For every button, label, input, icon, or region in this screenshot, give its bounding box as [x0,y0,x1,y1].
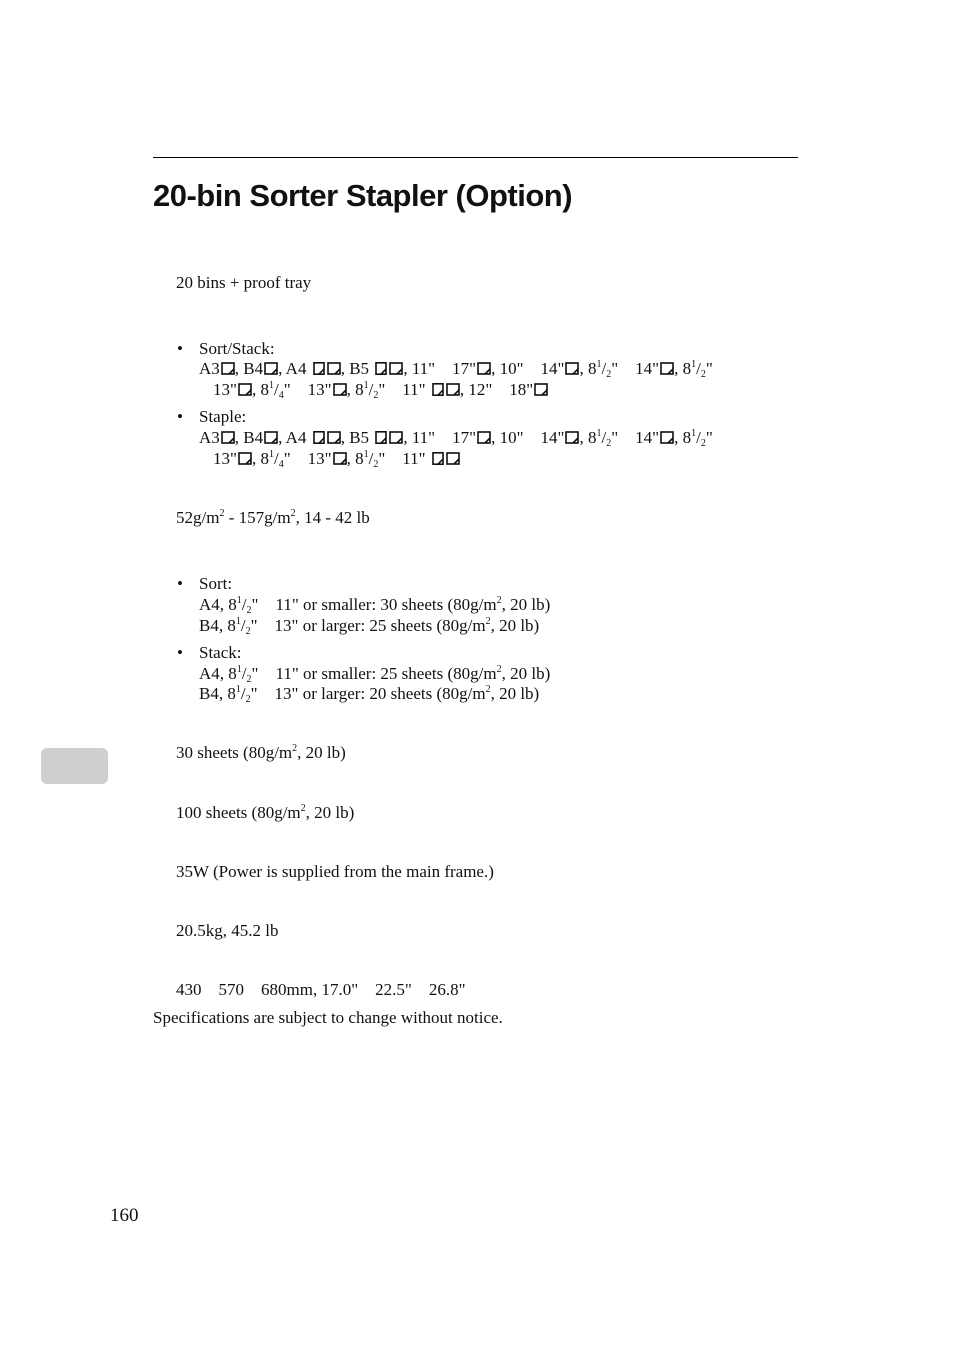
sort-stack-sizes-line1: A3 , B4 , A4 , B5 , 11" 17" , 10" 14" , $8^1/_2$" 14" , $8^1/_2$" [199,359,713,380]
paper-landscape-icon [534,383,548,396]
footer-note: Specifications are subject to change without notice. [153,1008,503,1027]
dimensions-value: 430 570 680mm, 17.0" 22.5" 26.8" [176,980,466,999]
weight-value: 20.5kg, 45.2 lb [176,921,279,940]
sort-stack-sizes-line2: 13" , $8^1/_4$" 13" , $8^1/_2$" 11" , 12" 18" [213,380,548,400]
paper-landscape-icon [221,431,235,444]
paper-landscape-icon [446,452,460,465]
paper-landscape-icon [565,431,579,444]
bullet: • [177,339,183,358]
paper-landscape-icon [238,383,252,396]
proof-tray-capacity-value: 100 sheets ($80g/m^2$, 20 lb) [176,803,355,822]
bullet: • [177,407,183,426]
paper-portrait-icon [374,431,388,444]
paper-portrait-icon [431,452,445,465]
paper-portrait-icon [374,362,388,375]
staple-label: Staple: [199,407,247,426]
paper-landscape-icon [264,431,278,444]
staple-capacity-value: 30 sheets ($80g/m^2$, 20 lb) [176,743,346,762]
page-title: 20-bin Sorter Stapler (Option) [153,178,573,213]
paper-landscape-icon [660,362,674,375]
paper-landscape-icon [565,362,579,375]
paper-landscape-icon [446,383,460,396]
paper-landscape-icon [327,362,341,375]
paper-landscape-icon [238,452,252,465]
paper-landscape-icon [389,362,403,375]
paper-landscape-icon [389,431,403,444]
paper-landscape-icon [221,362,235,375]
sort-stack-label: Sort/Stack: [199,339,275,358]
paper-weight-value: $52g/m^2 - 157g/m^2$, 14 - 42 lb [176,508,370,527]
chapter-tab-marker [41,748,108,784]
paper-portrait-icon [312,362,326,375]
bullet: • [177,574,183,593]
capacity-sort-line2: B4, $8^1/_2$" 13" or larger: 25 sheets ($80g/m^2$, 20 lb) [199,616,540,637]
capacity-stack-label: Stack: [199,643,242,662]
page-number: 160 [110,1205,139,1226]
paper-landscape-icon [477,431,491,444]
paper-landscape-icon [333,383,347,396]
paper-landscape-icon [264,362,278,375]
bullet: • [177,643,183,662]
paper-landscape-icon [477,362,491,375]
bins-value: 20 bins + proof tray [176,273,312,292]
staple-sizes-line2: 13" , $8^1/_4$" 13" , $8^1/_2$" 11" [213,449,460,469]
capacity-stack-line1: A4, $8^1/_2$" 11" or smaller: 25 sheets ($80g/m^2$, 20 lb) [199,664,551,685]
paper-portrait-icon [312,431,326,444]
header-rule [153,157,798,158]
staple-sizes-line1: A3 , B4 , A4 , B5 , 11" 17" , 10" 14" , $8^1/_2$" 14" , $8^1/_2$" [199,428,713,449]
power-value: 35W (Power is supplied from the main frame.) [176,862,494,881]
paper-landscape-icon [333,452,347,465]
paper-landscape-icon [660,431,674,444]
capacity-stack-line2: B4, $8^1/_2$" 13" or larger: 20 sheets ($80g/m^2$, 20 lb) [199,684,540,705]
capacity-sort-line1: A4, $8^1/_2$" 11" or smaller: 30 sheets ($80g/m^2$, 20 lb) [199,595,551,616]
paper-landscape-icon [327,431,341,444]
capacity-sort-label: Sort: [199,574,233,593]
paper-portrait-icon [431,383,445,396]
